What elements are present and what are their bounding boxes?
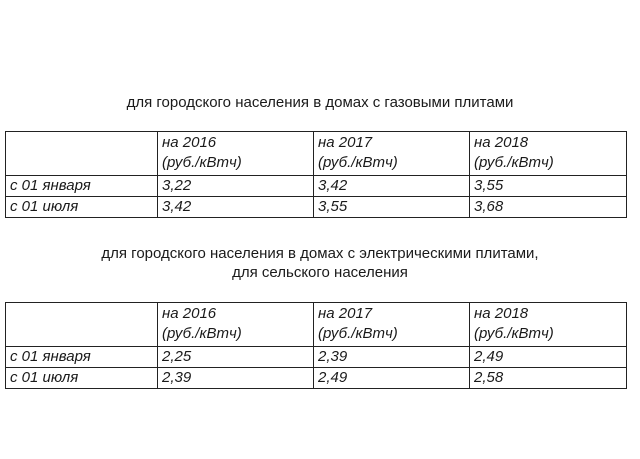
header-cell-2018 xyxy=(470,132,627,176)
header-year: на 2017 xyxy=(318,305,373,322)
header-cell-2018 xyxy=(470,303,627,347)
table-row xyxy=(6,176,627,197)
row-label: с 01 июля xyxy=(6,197,158,218)
section-heading-gas-stoves xyxy=(0,93,640,112)
heading-line: для городского населения в домах с электрическими плитами, xyxy=(101,245,539,262)
header-cell-2016 xyxy=(158,303,314,347)
row-label: с 01 июля xyxy=(6,368,158,389)
heading-line: для городского населения в домах с газовыми плитами xyxy=(126,94,514,111)
header-unit: (руб./кВтч) xyxy=(162,154,242,171)
heading-line: для сельского населения xyxy=(232,264,408,281)
value-cell: 3,42 xyxy=(314,176,470,197)
value-cell: 3,68 xyxy=(470,197,627,218)
header-year: на 2018 xyxy=(474,134,529,151)
tariff-table-electric-stoves xyxy=(5,302,627,389)
header-unit: (руб./кВтч) xyxy=(162,325,242,342)
table-row xyxy=(6,197,627,218)
value-cell: 2,39 xyxy=(158,368,314,389)
header-unit: (руб./кВтч) xyxy=(318,154,398,171)
value-cell: 2,49 xyxy=(314,368,470,389)
value-cell: 3,42 xyxy=(158,197,314,218)
value-cell: 2,49 xyxy=(470,347,627,368)
header-unit: (руб./кВтч) xyxy=(474,154,554,171)
header-cell-2017 xyxy=(314,132,470,176)
header-unit: (руб./кВтч) xyxy=(474,325,554,342)
table-header-row xyxy=(6,303,627,347)
header-empty-cell xyxy=(6,132,158,176)
value-cell: 3,55 xyxy=(314,197,470,218)
value-cell: 2,25 xyxy=(158,347,314,368)
header-year: на 2016 xyxy=(162,305,217,322)
value-cell: 2,39 xyxy=(314,347,470,368)
table-row xyxy=(6,347,627,368)
row-label: с 01 января xyxy=(6,347,158,368)
header-year: на 2018 xyxy=(474,305,529,322)
table-row xyxy=(6,368,627,389)
header-year: на 2017 xyxy=(318,134,373,151)
value-cell: 2,58 xyxy=(470,368,627,389)
row-label: с 01 января xyxy=(6,176,158,197)
header-empty-cell xyxy=(6,303,158,347)
value-cell: 3,22 xyxy=(158,176,314,197)
header-cell-2016 xyxy=(158,132,314,176)
header-unit: (руб./кВтч) xyxy=(318,325,398,342)
header-year: на 2016 xyxy=(162,134,217,151)
value-cell: 3,55 xyxy=(470,176,627,197)
table-header-row xyxy=(6,132,627,176)
section-heading-electric-stoves xyxy=(0,244,640,282)
tariff-table-gas-stoves xyxy=(5,131,627,218)
header-cell-2017 xyxy=(314,303,470,347)
